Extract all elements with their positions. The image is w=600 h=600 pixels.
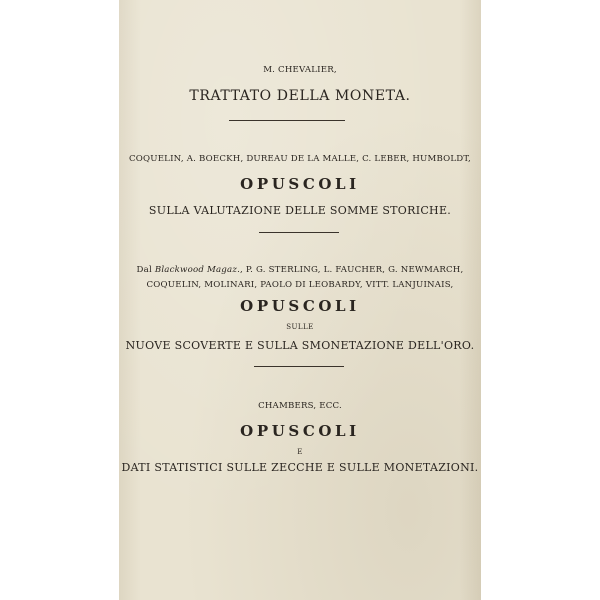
- author-line-chambers: CHAMBERS, ECC.: [258, 401, 342, 411]
- subtitle-valutazione: SULLA VALUTAZIONE DELLE SOMME STORICHE.: [148, 204, 452, 217]
- journal-name: Blackwood Magaz.: [154, 265, 240, 275]
- divider-rule: [229, 120, 345, 121]
- book-page: [119, 0, 481, 600]
- subtitle-scoverte: NUOVE SCOVERTE E SULLA SMONETAZIONE DELL'ORO.: [125, 339, 475, 352]
- author-prefix: Dal: [136, 265, 155, 275]
- title-opuscoli: OPUSCOLI: [240, 175, 360, 193]
- divider-rule: [259, 232, 339, 233]
- author-line-molinari: COQUELIN, MOLINARI, PAOLO DI LEOBARDY, VITT. LANJUINAIS,: [146, 280, 454, 290]
- connector-e: E: [297, 448, 303, 456]
- title-opuscoli: OPUSCOLI: [240, 297, 360, 315]
- author-line-blackwood: [119, 266, 481, 275]
- author-rest: , P. G. STERLING, L. FAUCHER, G. NEWMARCH,: [240, 265, 464, 275]
- title-trattato: TRATTATO DELLA MONETA.: [189, 88, 411, 104]
- divider-rule: [254, 366, 344, 367]
- subtitle-zecche: DATI STATISTICI SULLE ZECCHE E SULLE MONETAZIONI.: [121, 461, 479, 474]
- author-line-coquelin: COQUELIN, A. BOECKH, DUREAU DE LA MALLE, C. LEBER, HUMBOLDT,: [129, 154, 471, 164]
- title-opuscoli: OPUSCOLI: [240, 422, 360, 440]
- connector-sulle: SULLE: [286, 323, 314, 331]
- author-line-chevalier: M. CHEVALIER,: [263, 65, 337, 75]
